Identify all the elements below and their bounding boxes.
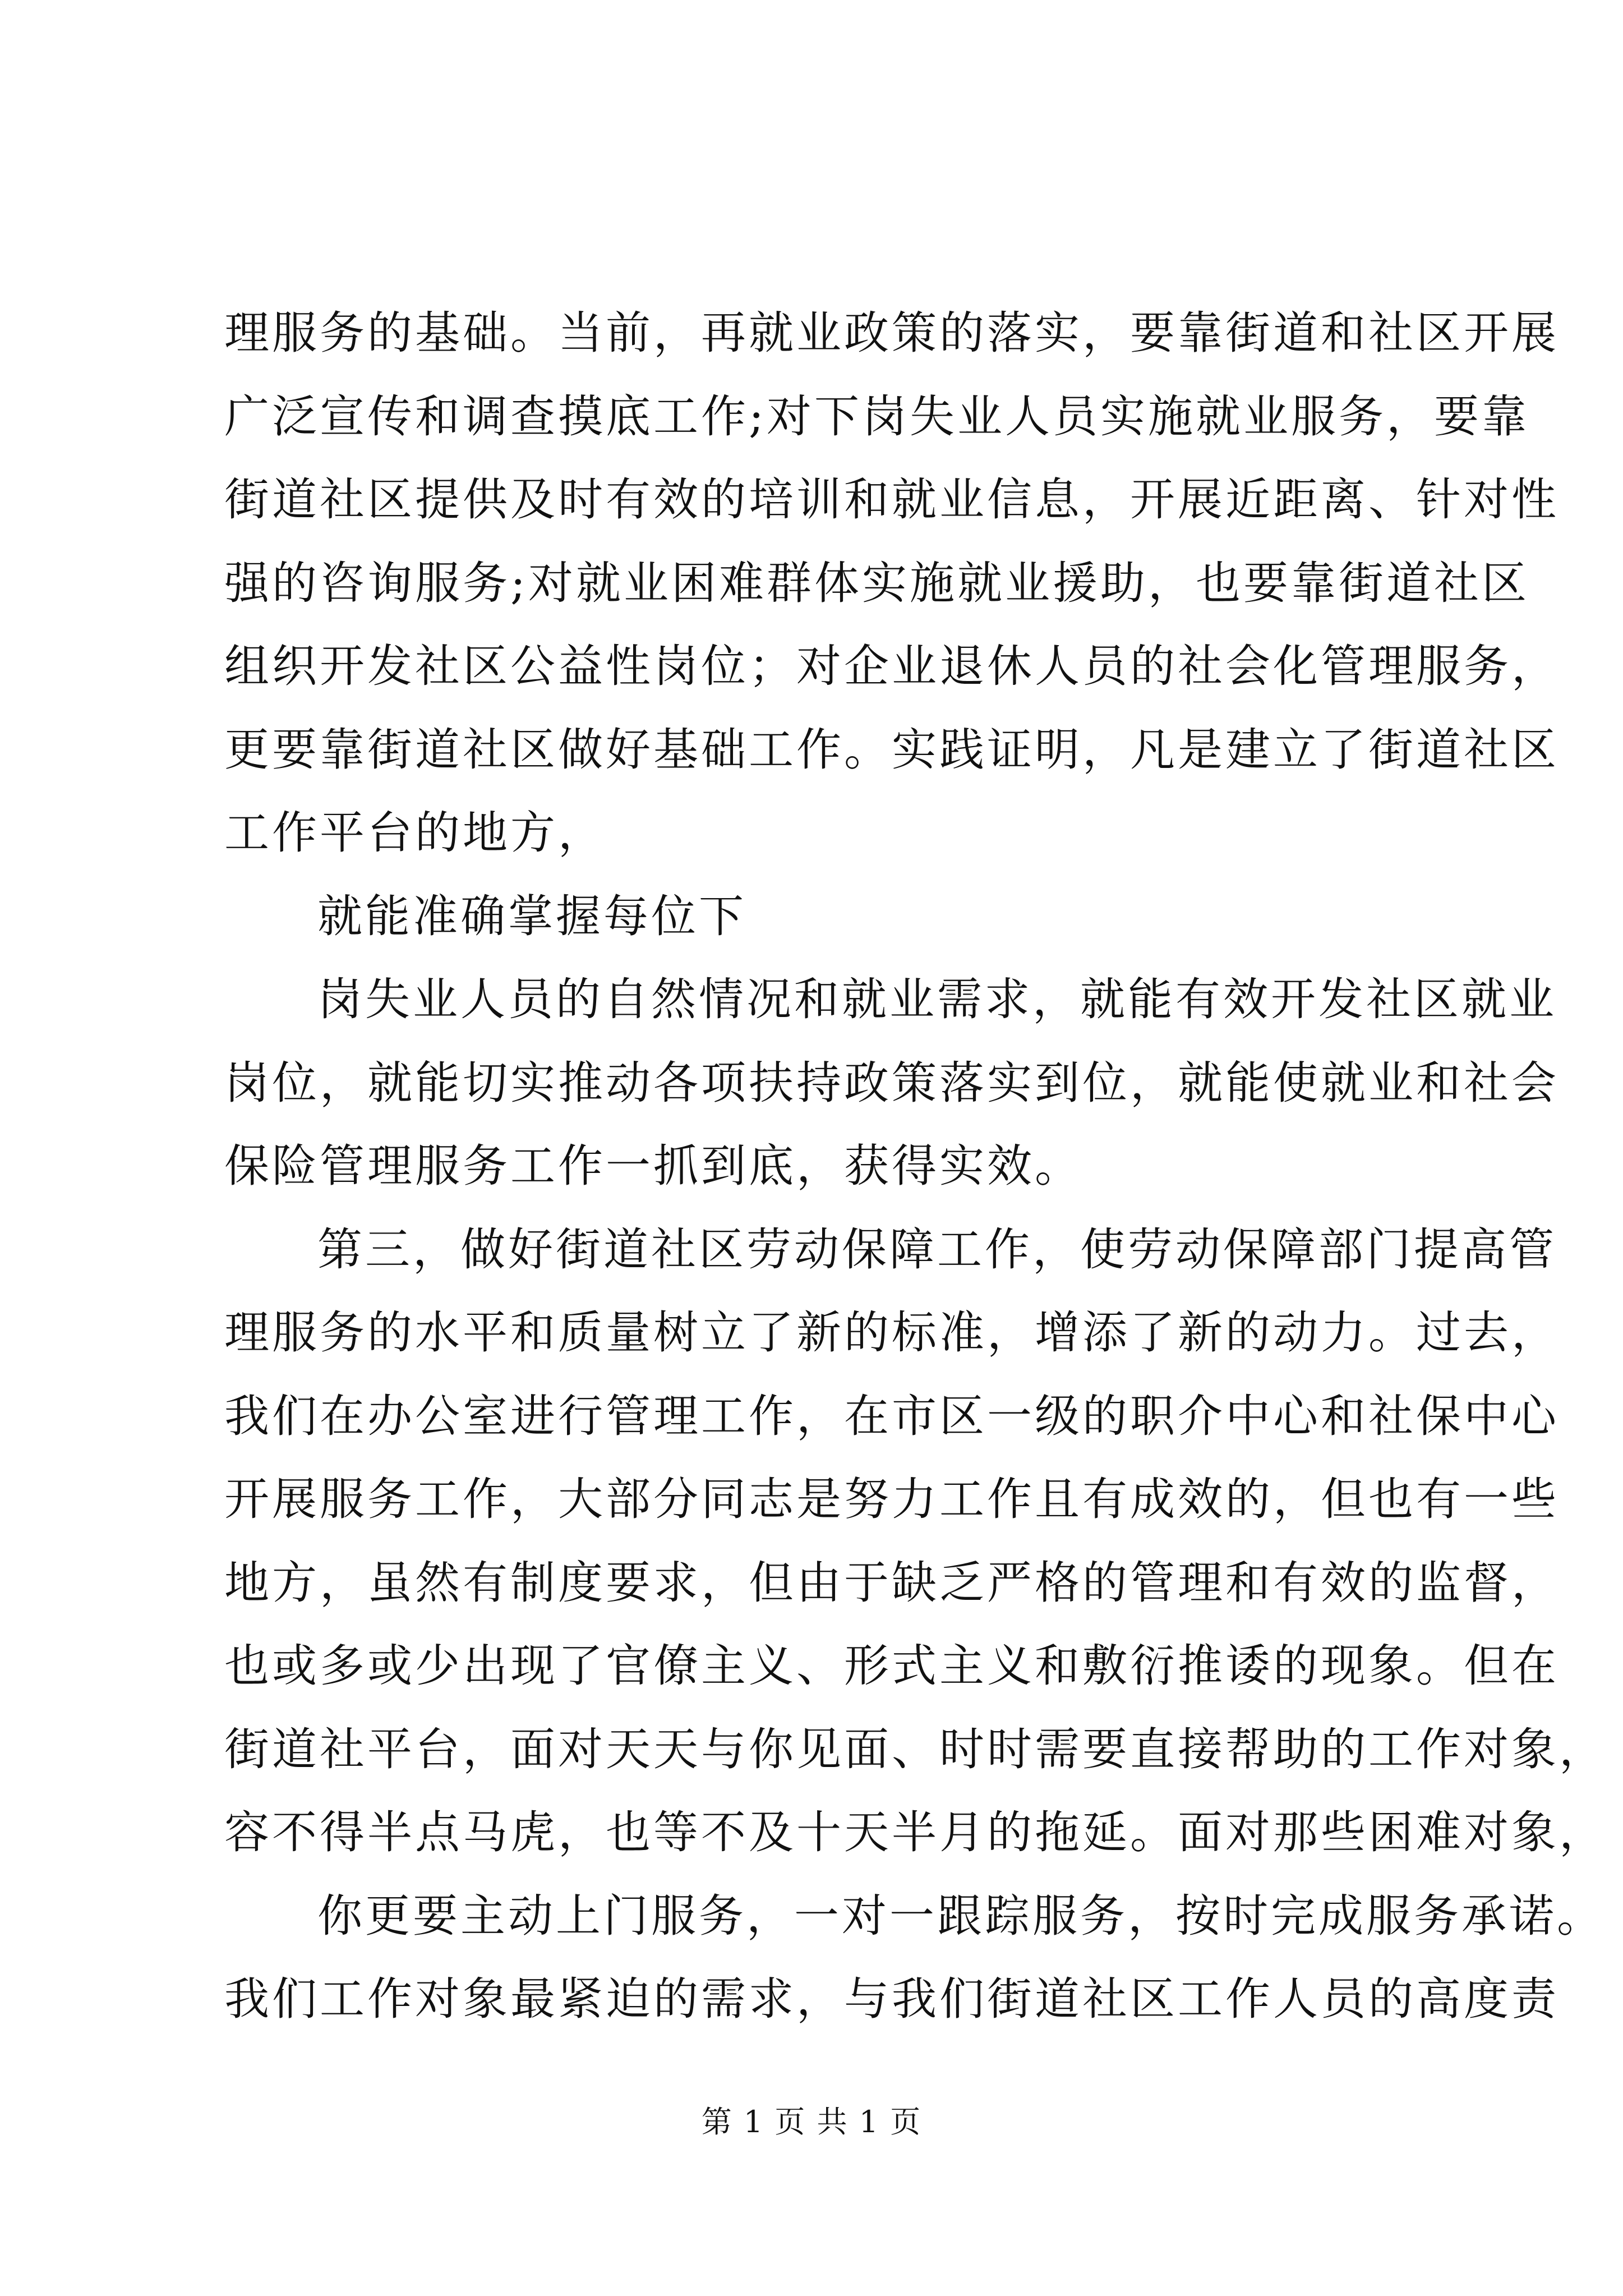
text-line: 街道社区提供及时有效的培训和就业信息，开展近距离、针对性 [224, 473, 1559, 526]
text-line: 我们工作对象最紧迫的需求，与我们街道社区工作人员的高度责 [224, 1973, 1559, 2025]
text-line: 岗位，就能切实推动各项扶持政策落实到位，就能使就业和社会 [224, 1056, 1559, 1109]
text-line: 我们在办公室进行管理工作，在市区一级的职介中心和社保中心 [224, 1389, 1559, 1442]
text-line: 你更要主动上门服务，一对一跟踪服务，按时完成服务承诺。 [317, 1889, 1604, 1942]
text-line: 更要靠街道社区做好基础工作。实践证明，凡是建立了街道社区 [224, 723, 1559, 776]
text-line: 就能准确掌握每位下 [317, 890, 746, 942]
page-number-label: 第 1 页 共 1 页 [701, 2104, 922, 2139]
text-line: 理服务的水平和质量树立了新的标准，增添了新的动力。过去， [224, 1306, 1559, 1359]
document-body [224, 292, 1607, 2041]
text-line: 岗失业人员的自然情况和就业需求，就能有效开发社区就业 [317, 973, 1557, 1025]
text-line: 街道社平台，面对天天与你见面、时时需要直接帮助的工作对象， [224, 1723, 1607, 1775]
text-line: 地方，虽然有制度要求，但由于缺乏严格的管理和有效的监督， [224, 1556, 1559, 1609]
text-line: 理服务的基础。当前，再就业政策的落实，要靠街道和社区开展 [224, 307, 1559, 359]
text-line: 工作平台的地方， [224, 807, 606, 859]
page-footer [0, 2098, 1623, 2141]
text-line: 保险管理服务工作一抓到底，获得实效。 [224, 1140, 1082, 1192]
text-line: 也或多或少出现了官僚主义、形式主义和敷衍推诿的现象。但在 [224, 1640, 1559, 1692]
text-line: 容不得半点马虎，也等不及十天半月的拖延。面对那些困难对象， [224, 1806, 1607, 1858]
text-line: 广泛宣传和调查摸底工作;对下岗失业人员实施就业服务，要靠 [224, 390, 1529, 443]
text-line: 第三，做好街道社区劳动保障工作，使劳动保障部门提高管 [317, 1223, 1557, 1276]
text-line: 强的咨询服务;对就业困难群体实施就业援助，也要靠街道社区 [224, 556, 1529, 609]
text-line: 开展服务工作，大部分同志是努力工作且有成效的，但也有一些 [224, 1473, 1559, 1525]
text-line: 组织开发社区公益性岗位；对企业退休人员的社会化管理服务， [224, 640, 1559, 692]
